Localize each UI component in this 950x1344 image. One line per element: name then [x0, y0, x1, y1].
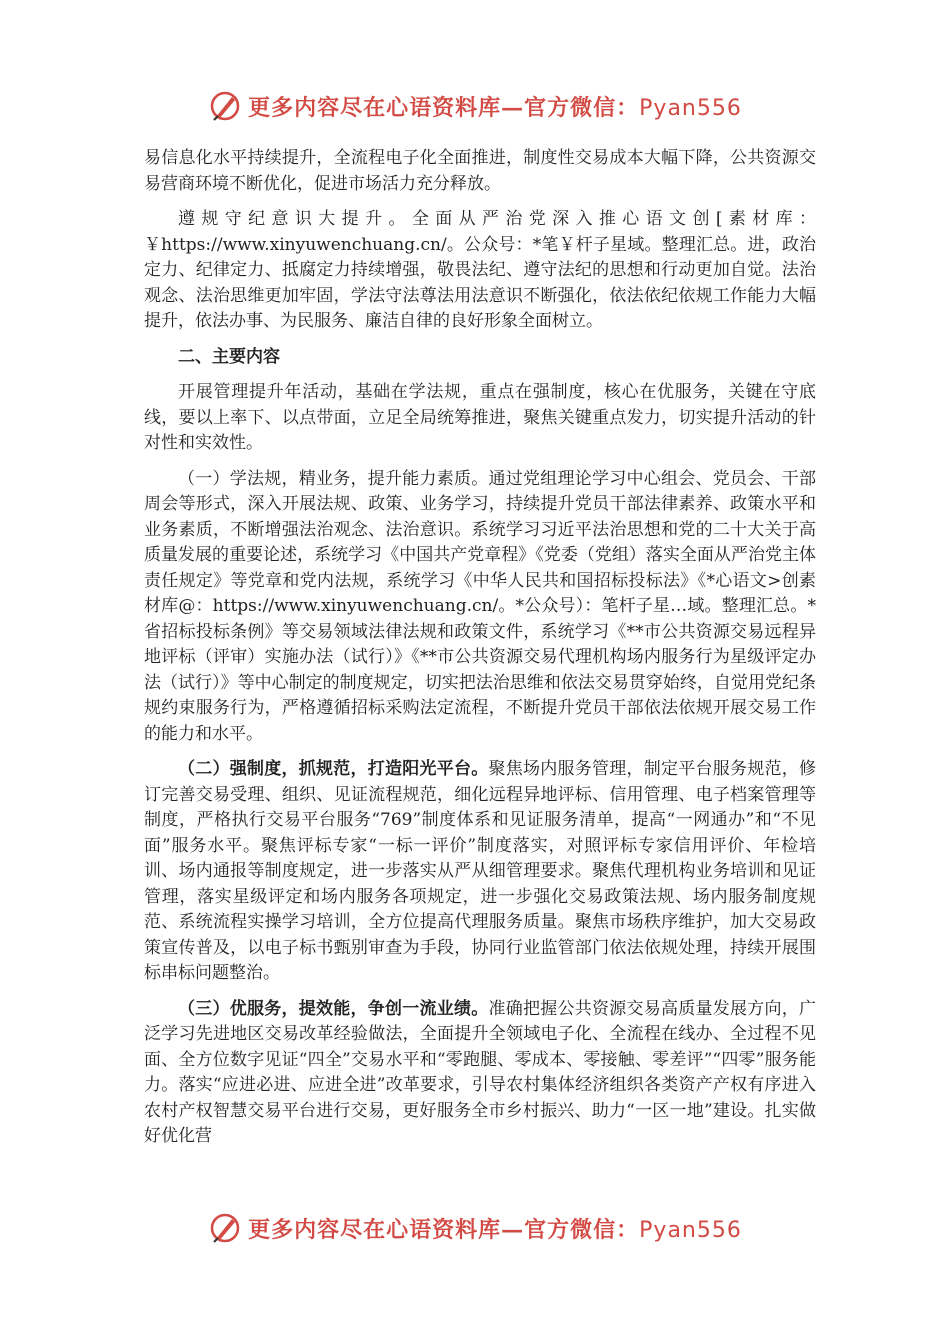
watermark-text: 更多内容尽在心语资料库—官方微信：Pyan556: [248, 94, 742, 121]
paragraph: 开展管理提升年活动，基础在学法规，重点在强制度，核心在优服务，关键在守底线，要以上率下、以点带面，立足全局统筹推进，聚焦关键重点发力，切实提升活动的针对性和实效性。: [144, 382, 816, 453]
paragraph: 遵规守纪意识大提升。全面从严治党深入推心语文创[素材库：￥https://www.xinyuwenchuang.cn/。公众号：*笔￥杆子星域。整理汇总。进，政治定力、纪律定力、抵腐定力持续增强，敬畏法纪、遵守法纪的思想和行动更加自觉。法治观念、法治思维更加牢固，学法守法尊法用法意识不断强化，依法依纪依规工作能力大幅提升，依法办事、为民服务、廉洁自律的良好形象全面树立。: [144, 209, 816, 331]
paragraph-text: 准确把握公共资源交易高质量发展方向，广泛学习先进地区交易改革经验做法，全面提升全领域电子化、全流程在线办、全过程不见面、全方位数字见证“四全”交易水平和“零跑腿、零成本、零接触、零差评”“四零”服务能力。落实“应进必进、应进全进”改革要求，引导农村集体经济组织各类资产产权有序进入农村产权智慧交易平台进行交易，更好服务全市乡村振兴、助力“一区一地”建设。扎实做好优化营: [144, 998, 816, 1146]
paragraph-text: 聚焦场内服务管理，制定平台服务规范，修订完善交易受理、组织、见证流程规范，细化远程异地评标、信用管理、电子档案管理等制度，严格执行交易平台服务“769”制度体系和见证服务清单，提高“一网通办”和“不见面”服务水平。聚焦评标专家“一标一评价”制度落实，对照评标专家信用评价、年检培训、场内通报等制度规定，进一步落实从严从细管理要求。聚焦代理机构业务培训和见证管理，落实星级评定和场内服务各项规定，进一步强化交易政策法规、场内服务制度规范、系统流程实操学习培训，全方位提高代理服务质量。聚焦市场秩序维护，加大交易政策宣传普及，以电子标书甄别审查为手段，协同行业监管部门依法依规处理，持续开展围标串标问题整治。: [144, 759, 816, 983]
document-body: [144, 146, 816, 1160]
watermark-banner-bottom: [0, 1208, 950, 1248]
watermark-banner-top: [0, 86, 950, 126]
paragraph-lead: （三）优服务，提效能，争创一流业绩。: [178, 998, 489, 1019]
paragraph: （一）学法规，精业务，提升能力素质。通过党组理论学习中心组会、党员会、干部周会等形式，深入开展法规、政策、业务学习，持续提升党员干部法律素养、政策水平和业务素质，不断增强法治观念、法治意识。系统学习习近平法治思想和党的二十大关于高质量发展的重要论述，系统学习《中国共产党章程》《党委（党组）落实全面从严治党主体责任规定》等党章和党内法规，系统学习《中华人民共和国招标投标法》《*心语文>创素材库@：https://www.xinyuwenchuang.cn/。*公众号）：笔杆子星…域。整理汇总。*省招标投标条例》等交易领域法律法规和政策文件，系统学习《**市公共资源交易远程异地评标（评审）实施办法（试行）》《**市公共资源交易代理机构场内服务行为星级评定办法（试行）》等中心制定的制度规定，切实把法治思维和依法交易贯穿始终，自觉用党纪条规约束服务行为，严格遵循招标采购法定流程，不断提升党员干部依法依规开展交易工作的能力和水平。: [144, 468, 816, 744]
quill-pen-logo: [208, 89, 242, 123]
paragraph-lead: （二）强制度，抓规范，打造阳光平台。: [178, 759, 489, 779]
paragraph: [144, 997, 816, 1150]
paragraph: [144, 757, 816, 987]
section-heading: 二、主要内容: [178, 346, 280, 367]
watermark-text: 更多内容尽在心语资料库—官方微信：Pyan556: [248, 1216, 742, 1243]
paragraph: 易信息化水平持续提升，全流程电子化全面推进，制度性交易成本大幅下降，公共资源交易营商环境不断优化，促进市场活力充分释放。: [144, 148, 816, 194]
quill-pen-logo: [208, 1211, 242, 1245]
